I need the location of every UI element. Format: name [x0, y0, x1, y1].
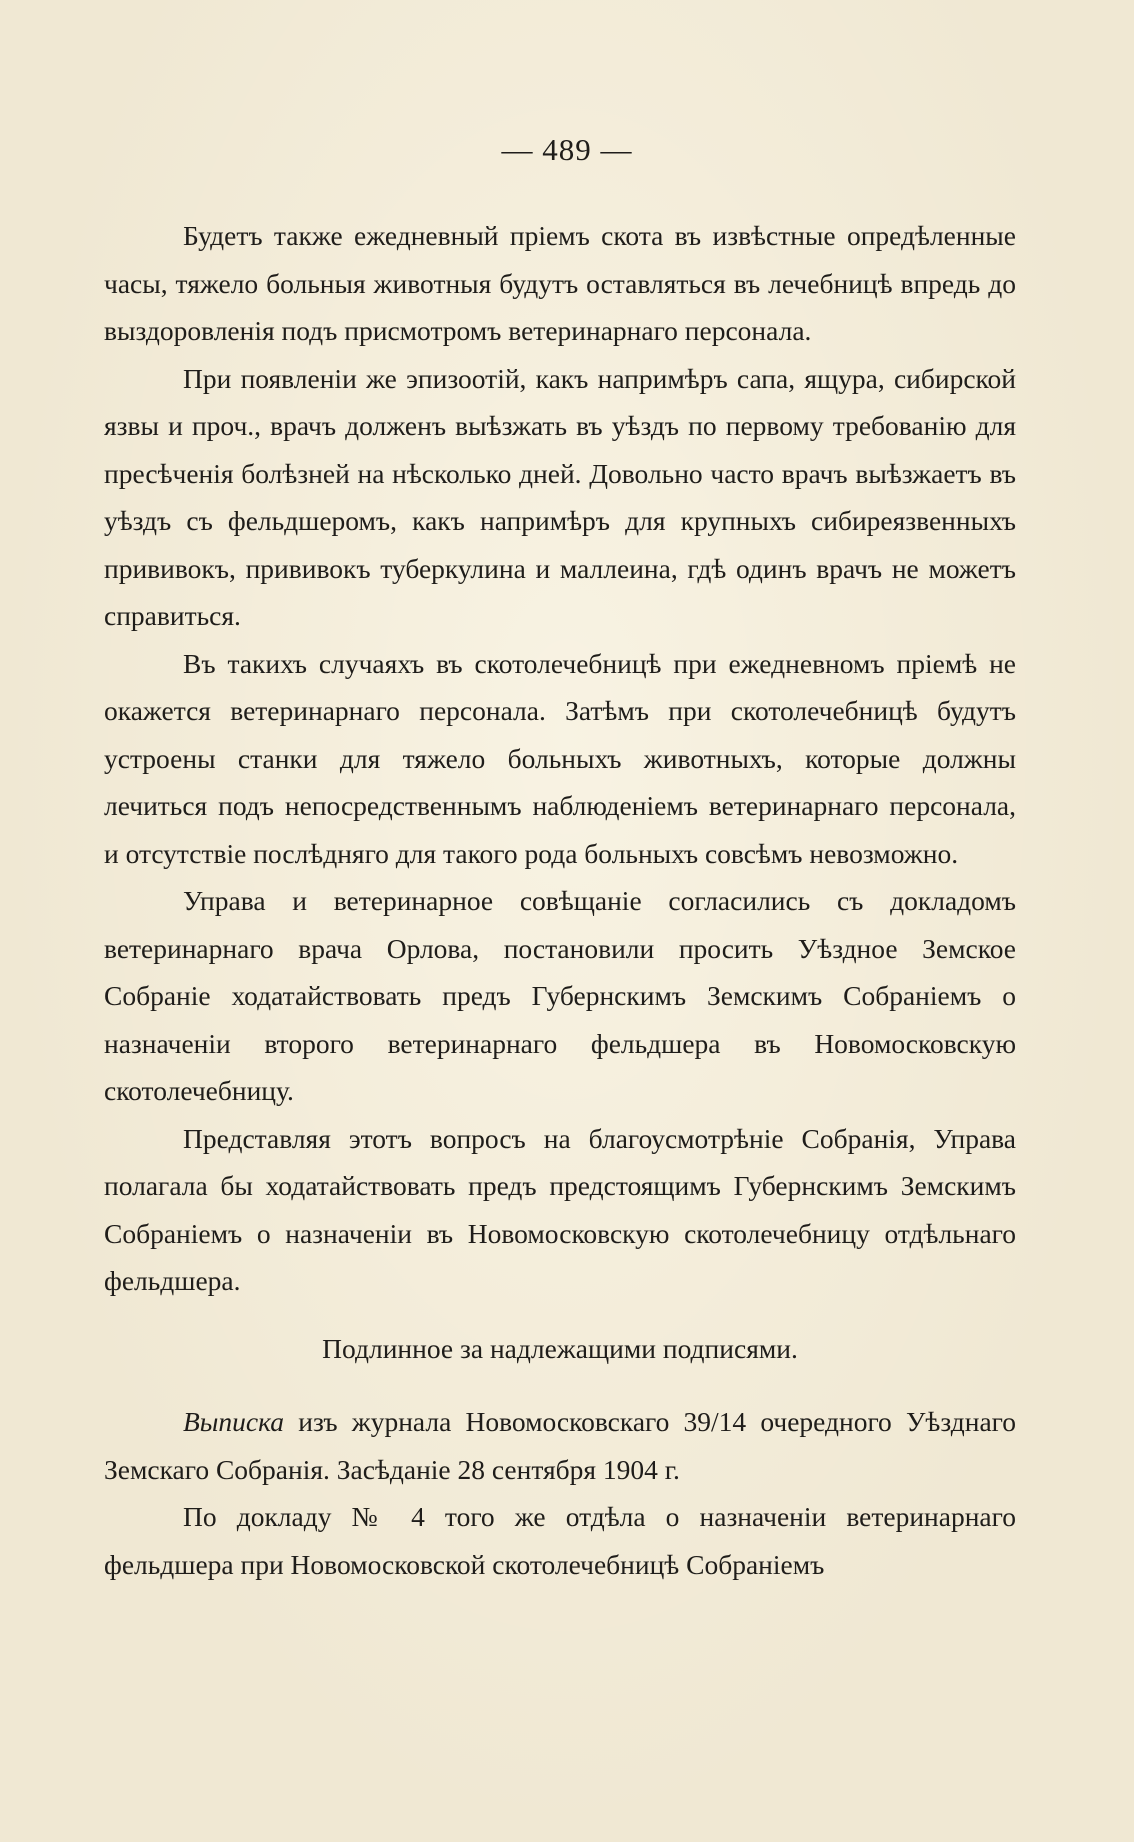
signature-line: Подлинное за надлежащими подписями.	[322, 1332, 798, 1364]
paragraph-petition: Представляя этотъ вопросъ на благоусмотрѣніе Собранія, Управа полагала бы ходатайствовать предъ предстоящимъ Губернскимъ Земскимъ Собраніемъ о назначеніи въ Новомосковскую скотолечебницу отдѣльнаго фельдшера.	[104, 1122, 1016, 1296]
paragraph-extract	[104, 1398, 1016, 1493]
paragraph-board-decision: Управа и ветеринарное совѣщаніе согласились съ докладомъ ветеринарнаго врача Орлова, постановили просить Уѣздное Земское Собраніе ходатайствовать предъ Губернскимъ Земскимъ Собраніемъ о назначеніи второго ветеринарнаго фельдшера въ Новомосковскую скотолечебницу.	[104, 885, 1016, 1106]
text-body	[104, 212, 1016, 1588]
paragraph-daily-reception: Будетъ также ежедневный пріемъ скота въ извѣстные опредѣленные часы, тяжело больныя животныя будутъ оставляться въ лечебницѣ впредь до выздоровленія подъ присмотромъ ветеринарнаго персонала.	[104, 220, 1016, 346]
paragraph-no-personnel: Въ такихъ случаяхъ въ скотолечебницѣ при ежедневномъ пріемѣ не окажется ветеринарнаго персонала. Затѣмъ при скотолечебницѣ будутъ устроены станки для тяжело больныхъ животныхъ, которые должны лечиться подъ непосредственнымъ наблюденіемъ ветеринарнаго персонала, и отсутствіе послѣдняго для такого рода больныхъ совсѣмъ невозможно.	[104, 647, 1016, 869]
page-number: — 489 —	[501, 132, 633, 167]
paragraph-epizootics: При появленіи же эпизоотій, какъ напримѣръ сапа, ящура, сибирской язвы и проч., врачъ долженъ выѣзжать въ уѣздъ по первому требованію для пресѣченія болѣзней на нѣсколько дней. Довольно часто врачъ выѣзжаетъ въ уѣздъ съ фельдшеромъ, какъ напримѣръ для крупныхъ сибиреязвенныхъ прививокъ, прививокъ туберкулина и маллеина, гдѣ одинъ врачъ не можетъ справиться.	[104, 362, 1016, 631]
extract-text: изъ журнала Новомосковскаго 39/14 очередного Уѣзднаго Земскаго Собранія. Засѣданіе 28 сентября 1904 г.	[104, 1406, 1016, 1485]
paragraph-report: По докладу № 4 того же отдѣла о назначеніи ветеринарнаго фельдшера при Новомосковской скотолечебницѣ Собраніемъ	[104, 1501, 1016, 1580]
extract-lead-word: Выписка	[183, 1406, 285, 1437]
